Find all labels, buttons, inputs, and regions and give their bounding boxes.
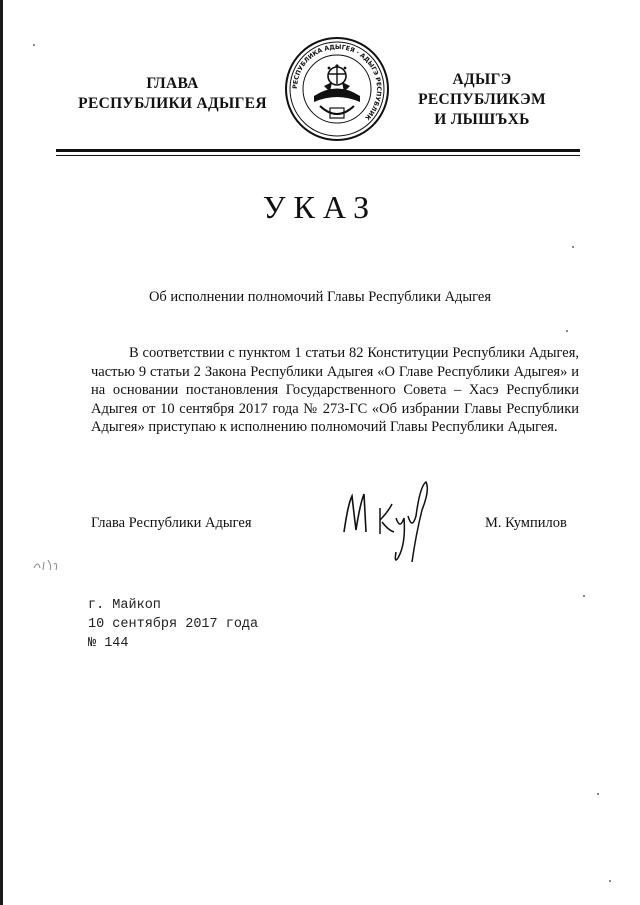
document-body: В соответствии с пунктом 1 статьи 82 Конституции Республики Адыгея, частью 9 статьи 2 Закона Республики Адыгея «О Главе Республики Адыгея» и на основании постановления Государственного Совета – Хасэ Республики Адыгея от 10 сентября 2017 года № 273-ГС «Об избрании Главы Республики Адыгея» приступаю к исполнению полномочий Главы Республики Адыгея. (91, 345, 579, 435)
scan-speck (572, 246, 574, 248)
document-date: 10 сентября 2017 года (88, 617, 259, 632)
document-place-date-number (88, 596, 258, 653)
signatory-name: М. Кумпилов (485, 515, 567, 531)
header-rule-thick (56, 149, 580, 152)
issuer-title-adyghe-line1: АДЫГЭ РЕСПУБЛИКЭМ (418, 71, 546, 108)
scan-speck (33, 44, 35, 46)
scan-speck (609, 880, 611, 882)
emblem-center-figure (314, 64, 360, 118)
signatory-position: Глава Республики Адыгея (91, 515, 252, 531)
scan-speck (583, 595, 585, 597)
scan-speck (597, 793, 599, 795)
document-subject: Об исполнении полномочий Главы Республики Адыгея (148, 289, 492, 305)
document-city: г. Майкоп (88, 598, 161, 613)
document-title: УКАЗ (262, 189, 378, 225)
emblem-ring-text: РЕСПУБЛИКА АДЫГЕЯ · АДЫГЭ РЕСПУБЛИК (291, 43, 383, 122)
document-number: № 144 (88, 636, 129, 651)
issuer-title-adyghe (392, 70, 572, 130)
scan-edge-line (0, 0, 3, 905)
issuer-title-adyghe-line2: И ЛЫШЪХЬ (434, 111, 530, 128)
issuer-title-ru-line2: РЕСПУБЛИКИ АДЫГЕЯ (78, 95, 267, 112)
issuer-title-ru (60, 74, 285, 114)
coat-of-arms-emblem (284, 36, 390, 142)
header-rule-thin (56, 155, 580, 156)
scan-speck (566, 330, 568, 332)
handwritten-signature (336, 474, 446, 570)
margin-handwritten-mark (32, 556, 60, 574)
issuer-title-ru-line1: ГЛАВА (146, 75, 199, 92)
